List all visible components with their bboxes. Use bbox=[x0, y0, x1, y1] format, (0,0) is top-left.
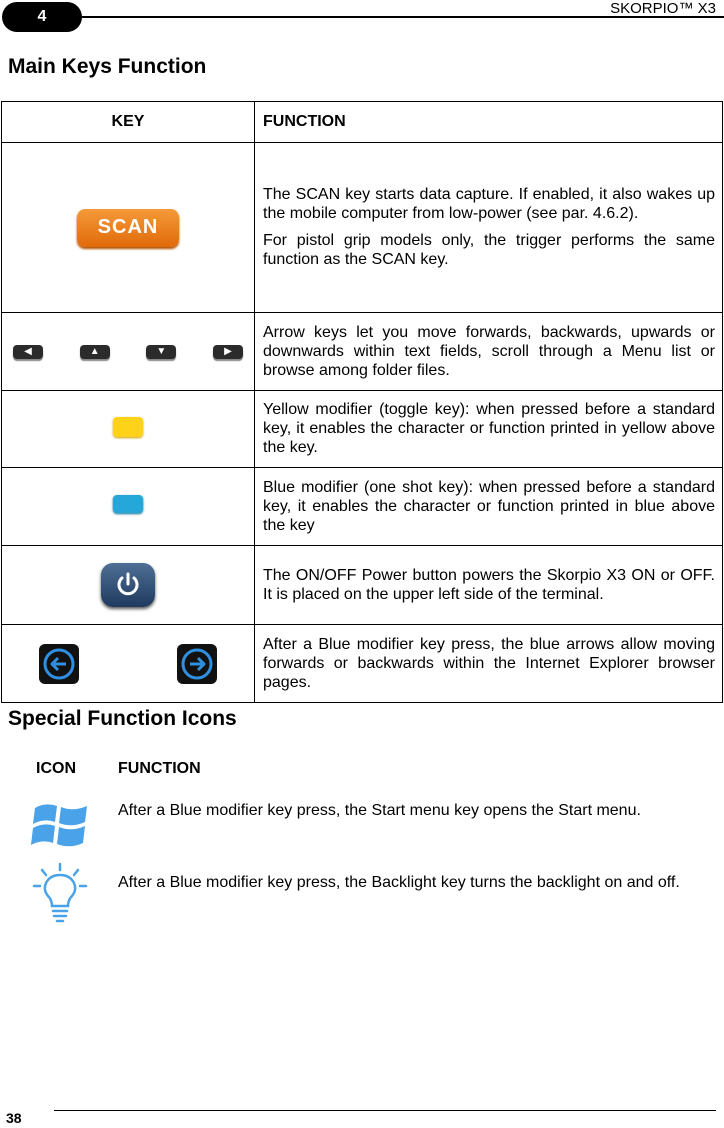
arrow-up-icon: ▲ bbox=[80, 345, 110, 359]
function-text: After a Blue modifier key press, the blue arrows allow moving forwards or backwards within the Internet Explorer browser pages. bbox=[263, 635, 715, 691]
key-cell bbox=[2, 313, 255, 391]
power-symbol-icon bbox=[113, 570, 143, 600]
function-cell bbox=[255, 468, 723, 546]
function-cell bbox=[255, 625, 723, 703]
function-text: The ON/OFF Power button powers the Skorpio X3 ON or OFF. It is placed on the upper left side of the terminal. bbox=[263, 566, 715, 603]
browser-nav-keys bbox=[3, 644, 253, 684]
chapter-badge: 4 bbox=[2, 2, 82, 32]
key-cell bbox=[2, 468, 255, 546]
arrow-down-icon: ▼ bbox=[146, 345, 176, 359]
section-title: Main Keys Function bbox=[8, 55, 207, 78]
arrow-left-icon: ◀ bbox=[13, 345, 43, 359]
key-cell bbox=[2, 546, 255, 625]
function-cell bbox=[255, 546, 723, 625]
table-row bbox=[2, 313, 723, 391]
yellow-modifier-key-icon bbox=[113, 417, 143, 437]
windows-start-icon bbox=[30, 794, 90, 856]
table-row bbox=[2, 625, 723, 703]
key-cell bbox=[2, 625, 255, 703]
arrow-keys bbox=[3, 345, 253, 359]
table-row bbox=[2, 391, 723, 468]
lightbulb-icon bbox=[30, 862, 90, 924]
page-number: 38 bbox=[6, 1110, 22, 1126]
special-functions-title: Special Function Icons bbox=[8, 707, 237, 730]
scan-key-icon: SCAN bbox=[77, 209, 179, 247]
function-text: For pistol grip models only, the trigger performs the same function as the SCAN key. bbox=[263, 232, 715, 268]
browser-forward-icon bbox=[177, 644, 217, 684]
icon-function-text: After a Blue modifier key press, the Backlight key turns the backlight on and off. bbox=[118, 874, 680, 891]
arrow-right-icon: ▶ bbox=[213, 345, 243, 359]
browser-back-icon bbox=[39, 644, 79, 684]
function-text: Blue modifier (one shot key): when pressed before a standard key, it enables the character or function printed in blue above the key bbox=[263, 478, 715, 534]
function-text: The SCAN key starts data capture. If enabled, it also wakes up the mobile computer from low-power (see par. 4.6.2). bbox=[263, 186, 715, 222]
power-button-icon bbox=[101, 563, 155, 607]
keys-table bbox=[1, 101, 723, 703]
key-column-header: KEY bbox=[2, 102, 255, 143]
keys-table-header bbox=[2, 102, 723, 143]
footer-rule bbox=[54, 1110, 716, 1111]
function-text: Yellow modifier (toggle key): when pressed before a standard key, it enables the character or function printed in yellow above the key. bbox=[263, 401, 715, 456]
table-row bbox=[2, 546, 723, 625]
icon-function-text: After a Blue modifier key press, the Start menu key opens the Start menu. bbox=[118, 802, 641, 819]
key-cell bbox=[2, 143, 255, 313]
function-cell bbox=[255, 391, 723, 468]
function-cell bbox=[255, 143, 723, 313]
product-name: SKORPIO™ X3 bbox=[610, 0, 716, 17]
blue-modifier-key-icon bbox=[113, 495, 143, 513]
icon-column-header: ICON bbox=[36, 760, 76, 777]
table-row bbox=[2, 143, 723, 313]
function-column-header: FUNCTION bbox=[118, 760, 201, 777]
function-column-header: FUNCTION bbox=[255, 102, 723, 143]
function-cell bbox=[255, 313, 723, 391]
table-row bbox=[2, 468, 723, 546]
key-cell bbox=[2, 391, 255, 468]
function-text: Arrow keys let you move forwards, backwards, upwards or downwards within text fields, scroll through a Menu list or browse among folder files. bbox=[263, 323, 715, 379]
